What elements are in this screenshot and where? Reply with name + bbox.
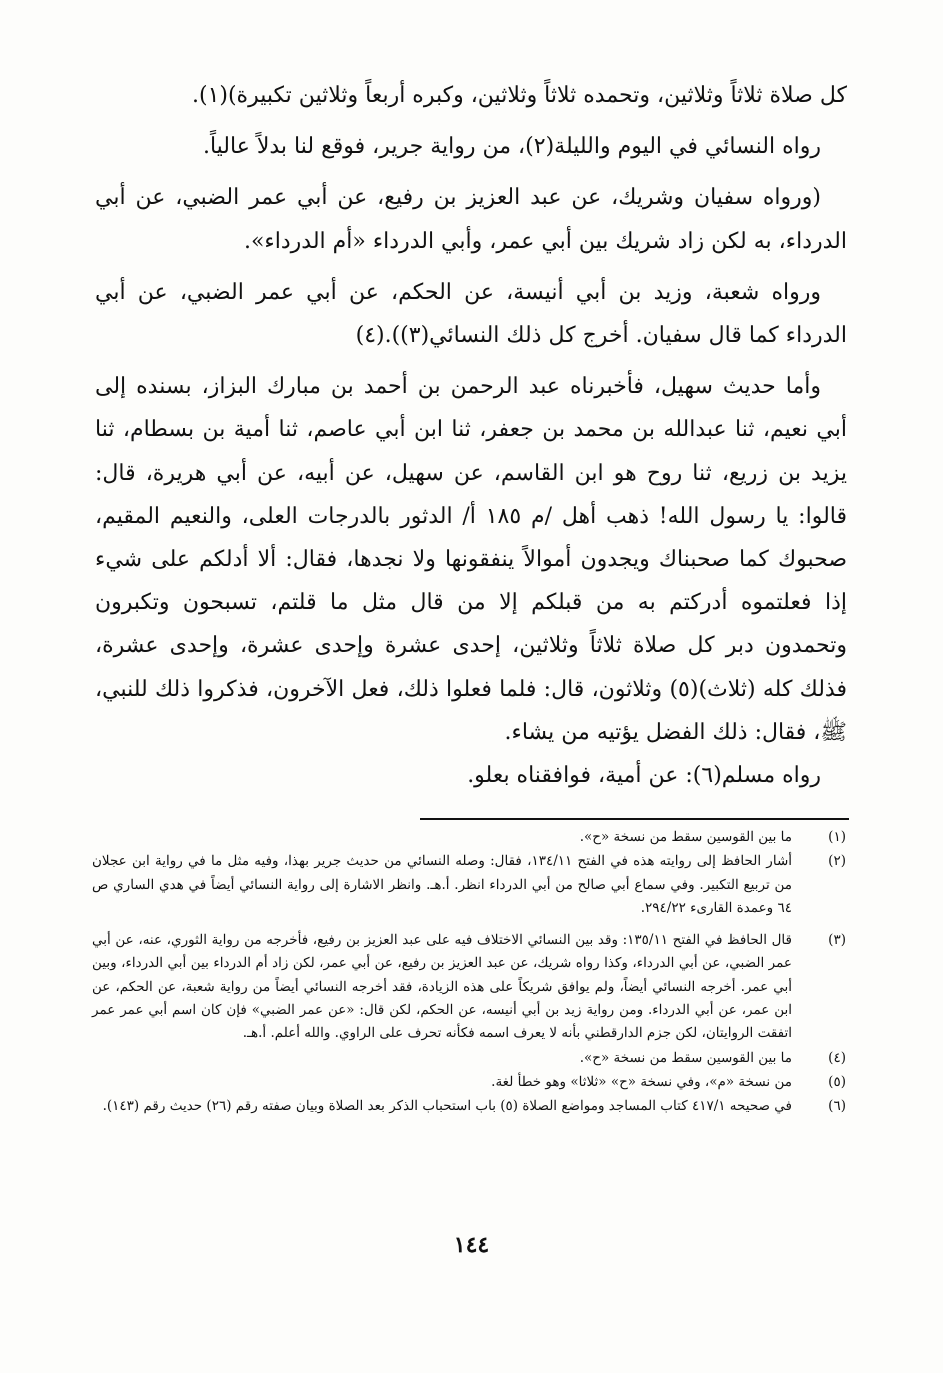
footnote-text: أشار الحافظ إلى روايته هذه في الفتح ١٣٤/١١، فقال: وصله النسائي من حديث جرير بهذا، وفيه مثل ما في رواية ابن عجلان من تربيع التكبير. وفي سماع أبي صالح من أبي الدرداء انظر. أ.هـ. وانظر الاشارة إلى رواية النسائي أيضاً في هدي الساري ص ٦٤ وعمدة القارىء ٢٩٤/٢٢. xyxy=(92,853,793,916)
paragraph: وأما حديث سهيل، فأخبرناه عبد الرحمن بن أحمد بن مبارك البزاز، بسنده إلى أبي نعيم، ثنا عبدالله بن محمد بن جعفر، ثنا ابن أبي عاصم، ثنا أمية بن بسطام، ثنا يزيد بن زريع، ثنا روح هو ابن القاسم، عن سهيل، عن أبيه، عن أبي هريرة، قال: قالوا: يا رسول الله! ذهب أهل /م ١٨٥ أ/ الدثور بالدرجات العلى، والنعيم المقيم، صحبوك كما صحبناك ويجدون أموالاً ينفقونها ولا نجدها، فقال: ألا أدلكم على شيء إذا فعلتموه أدركتم به من قبلكم إلا من قال مثل ما قلتم، تسبحون وتكبرون وتحمدون دبر كل صلاة ثلاثاً وثلاثين، إحدى عشرة وإحدى عشرة، وإحدى عشرة، فذلك كله (ثلاث)(٥) وثلاثون، قال: فلما فعلوا ذلك، فعل الآخرون، فذكروا ذلك للنبي، ﷺ، فقال: ذلك الفضل يؤتيه من يشاء. xyxy=(95,374,847,745)
footnote-text: في صحيحه ٤١٧/١ كتاب المساجد ومواضع الصلاة (٥) باب استحباب الذكر بعد الصلاة وبيان صفته رقم (٢٦) حديث رقم (١٤٣). xyxy=(102,1098,792,1115)
paragraph: رواه مسلم(٦): عن أمية، فوافقناه بعلو. xyxy=(467,763,821,789)
paragraph: ورواه شعبة، وزيد بن أبي أنيسة، عن الحكم، عن أبي عمر الضبي، عن أبي الدرداء كما قال سفيان. أخرج كل ذلك النسائي(٣)).(٤) xyxy=(95,279,847,349)
footnote-number: (٣) xyxy=(828,932,846,949)
footnote-text: من نسخة «م»، وفي نسخة «ح» «ثلاثا» وهو خطأ لغة. xyxy=(491,1073,792,1090)
footnote-text: ما بين القوسين سقط من نسخة «ح». xyxy=(579,829,792,845)
paragraph: رواه النسائي في اليوم والليلة(٢)، من رواية جرير، فوقع لنا بدلاً عالياً. xyxy=(202,134,821,160)
footnote-number: (٤) xyxy=(828,1049,846,1066)
footnote xyxy=(92,929,850,1045)
footnote xyxy=(92,1047,850,1070)
footnote xyxy=(92,826,850,849)
footnote xyxy=(92,1095,850,1118)
main-text xyxy=(95,74,847,797)
footnote xyxy=(92,850,850,920)
footnote-text: قال الحافظ في الفتح ١٣٥/١١: وقد بين النسائي الاختلاف فيه على عبد العزيز بن رفيع، فأخرجه من رواية الثوري، عنه، عن أبي عمر الضبي، عن أبي الدرداء، وكذا رواه شريك، عن عبد العزيز بن رفيع، عن أبي عمر، لكن زاد أم الدرداء بين أبي الدرداء، وبين أبي عمر. أخرجه النسائي أيضاً، ولم يوافق شريكاً على هذه الزيادة، فقد أخرجه النسائي أيضاً من رواية شعبة، عن الحكم، عن ابن عمر، عن أبي الدرداء. ومن رواية زيد بن أبي أنيسه، عن الحكم، لكن قال: «عن عمر الضبي» فإن كان اسم أبي عمر عمر اتفقت الروايتان، لكن جزم الدارقطني بأنه لا يعرف اسمه فكأنه تحرف على الراوي. والله أعلم. أ.هـ. xyxy=(92,932,793,1042)
footnote xyxy=(92,1071,850,1094)
footnote-number: (٢) xyxy=(828,853,846,870)
paragraph: كل صلاة ثلاثاً وثلاثين، وتحمده ثلاثاً وثلاثين، وكبره أربعاً وثلاثين تكبيرة)(١). xyxy=(191,83,847,108)
paragraph: (ورواه سفيان وشريك، عن عبد العزيز بن رفيع، عن أبي عمر الضبي، عن أبي الدرداء، به لكن زاد شريك بين أبي عمر، وأبي الدرداء «أم الدرداء». xyxy=(95,185,847,254)
footnote-number: (٦) xyxy=(828,1098,846,1115)
footnote-divider xyxy=(420,818,849,820)
footnote-number: (١) xyxy=(828,829,846,845)
footnotes xyxy=(92,826,850,1119)
footnote-text: ما بين القوسين سقط من نسخة «ح». xyxy=(579,1049,792,1066)
footnote-number: (٥) xyxy=(828,1073,846,1090)
page-number: ١٤٤ xyxy=(453,1232,490,1258)
